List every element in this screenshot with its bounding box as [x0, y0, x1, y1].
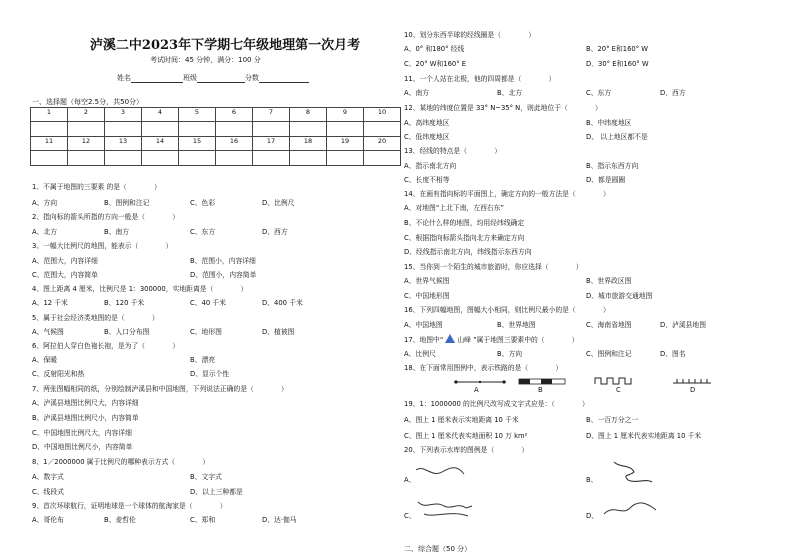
option[interactable]: B、泸溪县地图比例尺小，内容简单 — [32, 414, 139, 422]
option[interactable]: D、城市旅游交通地图 — [586, 292, 653, 300]
name-blank[interactable] — [131, 74, 183, 83]
option[interactable]: D、 以上地区都不是 — [586, 133, 648, 141]
question-7: 7、两张图幅相同的纸，分别绘制泸溪县和中国地图，下列说法正确的是（ ） — [32, 385, 288, 393]
option[interactable]: B、文字式 — [190, 473, 222, 481]
option[interactable]: A、0° 和180° 经线 — [404, 45, 465, 53]
answer-cell[interactable] — [31, 122, 68, 137]
question-19: 19、1：1000000 的比例尺改写成文字式应是：（ ） — [404, 400, 589, 408]
answer-cell[interactable] — [216, 122, 253, 137]
answer-cell[interactable] — [68, 122, 105, 137]
reservoir-symbol-c — [414, 496, 480, 522]
grid-number: 7 — [253, 108, 290, 122]
option[interactable]: C、长度不相等 — [404, 176, 450, 184]
option[interactable]: C、40 千米 — [190, 299, 226, 307]
answer-cell[interactable] — [179, 122, 216, 137]
question-11: 11、一个人站在北极，他的四周都是（ ） — [404, 75, 556, 83]
question-16: 16、下列四幅地图，图幅大小相同，则比例尺最小的是（ ） — [404, 306, 610, 314]
option[interactable]: C、低纬度地区 — [404, 133, 450, 141]
grid-number: 5 — [179, 108, 216, 122]
option[interactable]: B、南方 — [104, 228, 130, 236]
question-9: 9、首次环球航行，证明地球是一个球体的航海家是（ ） — [32, 502, 227, 510]
mountain-peak-icon — [445, 334, 455, 343]
question-6: 6、阿拉伯人穿白色袍长袍，是为了（ ） — [32, 342, 180, 350]
option[interactable]: C、20° W和160° E — [404, 60, 467, 68]
grid-number: 9 — [327, 108, 364, 122]
answer-cell[interactable] — [253, 122, 290, 137]
option[interactable]: C、中国地形图 — [404, 292, 450, 300]
grid-number: 17 — [253, 137, 290, 151]
option[interactable]: D、都是圆圈 — [586, 176, 626, 184]
class-label: 班级 — [183, 74, 197, 82]
score-blank[interactable] — [259, 74, 309, 83]
option[interactable]: D．30° E和160° W — [586, 60, 649, 68]
option[interactable]: A、 — [404, 476, 416, 484]
option[interactable]: D、以上三种都是 — [190, 488, 243, 496]
grid-number: 15 — [179, 137, 216, 151]
option[interactable]: B、 — [586, 476, 598, 484]
option[interactable]: D、西方 — [262, 228, 288, 236]
option[interactable]: A、中国地图 — [404, 321, 443, 329]
legend-symbol-a — [452, 377, 508, 387]
answer-cell[interactable] — [142, 151, 179, 166]
grid-number: 12 — [68, 137, 105, 151]
option[interactable]: D、图上 1 厘米代表实地距离 10 千米 — [586, 432, 702, 440]
option[interactable]: D、图名 — [660, 350, 686, 358]
answer-cell[interactable] — [105, 151, 142, 166]
option[interactable]: D、 — [586, 512, 599, 520]
river-symbol-d — [600, 498, 660, 520]
question-17 — [404, 334, 579, 344]
grid-number: 14 — [142, 137, 179, 151]
student-info-line — [117, 73, 309, 83]
option[interactable]: D、比例尺 — [262, 199, 295, 207]
option[interactable]: C、反射阳光和热 — [32, 370, 85, 378]
option-d-label[interactable]: D — [690, 386, 696, 394]
option[interactable]: C、郑和 — [190, 516, 216, 524]
grid-number: 20 — [364, 137, 401, 151]
grid-number: 2 — [68, 108, 105, 122]
option[interactable]: A、对地图“上北下南，左西右东” — [404, 204, 505, 212]
option[interactable]: C、 — [404, 512, 416, 520]
option[interactable]: A、世界气候图 — [404, 277, 450, 285]
option-c-label[interactable]: C — [616, 386, 621, 394]
option[interactable]: B、一百万分之一 — [586, 416, 639, 424]
option[interactable]: B、120 千米 — [104, 299, 145, 307]
class-blank[interactable] — [197, 74, 245, 83]
option[interactable]: A、高纬度地区 — [404, 119, 450, 127]
option[interactable]: B、人口分布图 — [104, 328, 150, 336]
option[interactable]: C、海南省地图 — [586, 321, 632, 329]
option[interactable]: D、中国地图比例尺小，内容简单 — [32, 443, 133, 451]
option[interactable]: B、图例和注记 — [104, 199, 150, 207]
question-2: 2、指向标的箭头所指的方向一般是（ ） — [32, 213, 180, 221]
option[interactable]: C、中国地图比例尺大，内容详细 — [32, 429, 132, 437]
grid-number: 11 — [31, 137, 68, 151]
legend-symbol-d — [672, 376, 712, 386]
option[interactable]: B、指示东西方向 — [586, 162, 639, 170]
grid-number: 13 — [105, 137, 142, 151]
grid-number: 16 — [216, 137, 253, 151]
answer-cell[interactable] — [68, 151, 105, 166]
option[interactable]: A、北方 — [32, 228, 58, 236]
question-1: 1、不属于地图的三要素 的是（ ） — [32, 183, 161, 191]
section1-title: 一、选择题（每空2.5分，共50分） — [32, 98, 144, 106]
option[interactable]: D、显示个性 — [190, 370, 230, 378]
option[interactable]: D、达·伽马 — [262, 516, 297, 524]
option-b-label[interactable]: B — [538, 386, 543, 394]
option[interactable]: C、根据指向标箭头指向北方来确定方向 — [404, 234, 525, 242]
option[interactable]: C、东方 — [586, 89, 612, 97]
answer-cell[interactable] — [179, 151, 216, 166]
exam-info: 考试时间：45 分钟，满分：100 分 — [150, 56, 261, 64]
option[interactable]: D、经线指示南北方向，纬线指示东西方向 — [404, 248, 532, 256]
question-15: 15、当你到一个陌生的城市旅游时，你应选择（ ） — [404, 263, 583, 271]
grid-number: 19 — [327, 137, 364, 151]
q17-text-post: 山峰 ”属于地图三要素中的（ ） — [457, 336, 579, 344]
option[interactable]: C、色彩 — [190, 199, 216, 207]
option[interactable]: A、12 千米 — [32, 299, 68, 307]
option[interactable]: C、图上 1 厘米代表实地面积 10 万 km² — [404, 432, 528, 440]
answer-cell[interactable] — [327, 122, 364, 137]
exam-title: 泸溪二中2023年下学期七年级地理第一次月考 — [89, 38, 361, 53]
question-12: 12、某地的纬度位置是 33° N~35° N，则此地位于（ ） — [404, 104, 602, 112]
question-8: 8、1／2000000 属于比例尺的哪种表示方式（ ） — [32, 458, 210, 466]
section2-title: 二、综合题（50 分） — [404, 545, 472, 553]
option[interactable]: B、方向 — [497, 350, 523, 358]
q17-text-pre: 17、地图中“ — [404, 336, 444, 344]
question-4: 4、图上距离 4 厘米，比例尺是 1：300000，实地距离是（ ） — [32, 285, 248, 293]
option[interactable]: A、范围大，内容详细 — [32, 257, 98, 265]
river-symbol-b — [600, 458, 660, 486]
question-5: 5、属于社会经济类地图的是（ ） — [32, 314, 159, 322]
answer-cell[interactable] — [364, 151, 401, 166]
option-a-label[interactable]: A — [474, 386, 479, 394]
question-3: 3、一幅大比例尺的地图，能表示（ ） — [32, 242, 173, 250]
grid-number: 1 — [31, 108, 68, 122]
option[interactable]: A、保暖 — [32, 356, 58, 364]
option[interactable]: C、东方 — [190, 228, 216, 236]
grid-number: 6 — [216, 108, 253, 122]
option[interactable]: A、泸溪县地图比例尺大，内容详细 — [32, 399, 139, 407]
option[interactable]: B、世界政区图 — [586, 277, 632, 285]
question-20: 20、下列表示水库的图例是（ ） — [404, 446, 529, 454]
answer-cell[interactable] — [290, 122, 327, 137]
grid-number: 8 — [290, 108, 327, 122]
option[interactable]: B、中纬度地区 — [586, 119, 632, 127]
option[interactable]: D、范围小，内容简单 — [190, 271, 257, 279]
option[interactable]: C、图例和注记 — [586, 350, 632, 358]
answer-cell[interactable] — [327, 151, 364, 166]
answer-cell[interactable] — [253, 151, 290, 166]
grid-number: 18 — [290, 137, 327, 151]
question-10: 10、划分东西半球的经线圈是（ ） — [404, 31, 535, 39]
option[interactable]: B、20° E和160° W — [586, 45, 649, 53]
option[interactable]: A、图上 1 厘米表示实地距离 10 千米 — [404, 416, 519, 424]
question-14: 14、在画有指向标的平面图上，确定方向的一般方法是（ ） — [404, 190, 610, 198]
option[interactable]: D、400 千米 — [262, 299, 303, 307]
answer-grid — [30, 107, 401, 166]
option[interactable]: D、泸溪县地图 — [660, 321, 707, 329]
option[interactable]: D、西方 — [660, 89, 686, 97]
option[interactable]: B、漂亮 — [190, 356, 216, 364]
answer-cell[interactable] — [290, 151, 327, 166]
answer-cell[interactable] — [142, 122, 179, 137]
reservoir-symbol-a — [412, 460, 468, 484]
option[interactable]: C、范围大，内容简单 — [32, 271, 98, 279]
grid-number: 3 — [105, 108, 142, 122]
answer-cell[interactable] — [364, 122, 401, 137]
option[interactable]: B、麦哲伦 — [104, 516, 136, 524]
grid-number: 10 — [364, 108, 401, 122]
option[interactable]: A、哥伦布 — [32, 516, 64, 524]
grid-number: 4 — [142, 108, 179, 122]
question-13: 13、经线的特点是（ ） — [404, 147, 502, 155]
option[interactable]: A、方向 — [32, 199, 58, 207]
score-label: 分数 — [245, 74, 259, 82]
legend-symbol-c — [594, 375, 634, 387]
option[interactable]: C、线段式 — [32, 488, 64, 496]
option[interactable]: B、范围小，内容详细 — [190, 257, 256, 265]
option[interactable]: D、植被图 — [262, 328, 295, 336]
answer-cell[interactable] — [216, 151, 253, 166]
option[interactable]: B、北方 — [497, 89, 523, 97]
answer-cell[interactable] — [105, 122, 142, 137]
answer-cell[interactable] — [31, 151, 68, 166]
option[interactable]: B、世界地图 — [497, 321, 536, 329]
question-18: 18、在下面常用图例中，表示铁路的是（ ） — [404, 364, 563, 372]
name-label: 姓名 — [117, 74, 131, 82]
option[interactable]: A、数字式 — [32, 473, 64, 481]
option[interactable]: B、不论什么样的地图，均用经纬线确定 — [404, 219, 525, 227]
option[interactable]: C、地形图 — [190, 328, 222, 336]
option[interactable]: A、比例尺 — [404, 350, 436, 358]
option[interactable]: A、气候图 — [32, 328, 64, 336]
option[interactable]: A、南方 — [404, 89, 430, 97]
option[interactable]: A、指示南北方向 — [404, 162, 457, 170]
